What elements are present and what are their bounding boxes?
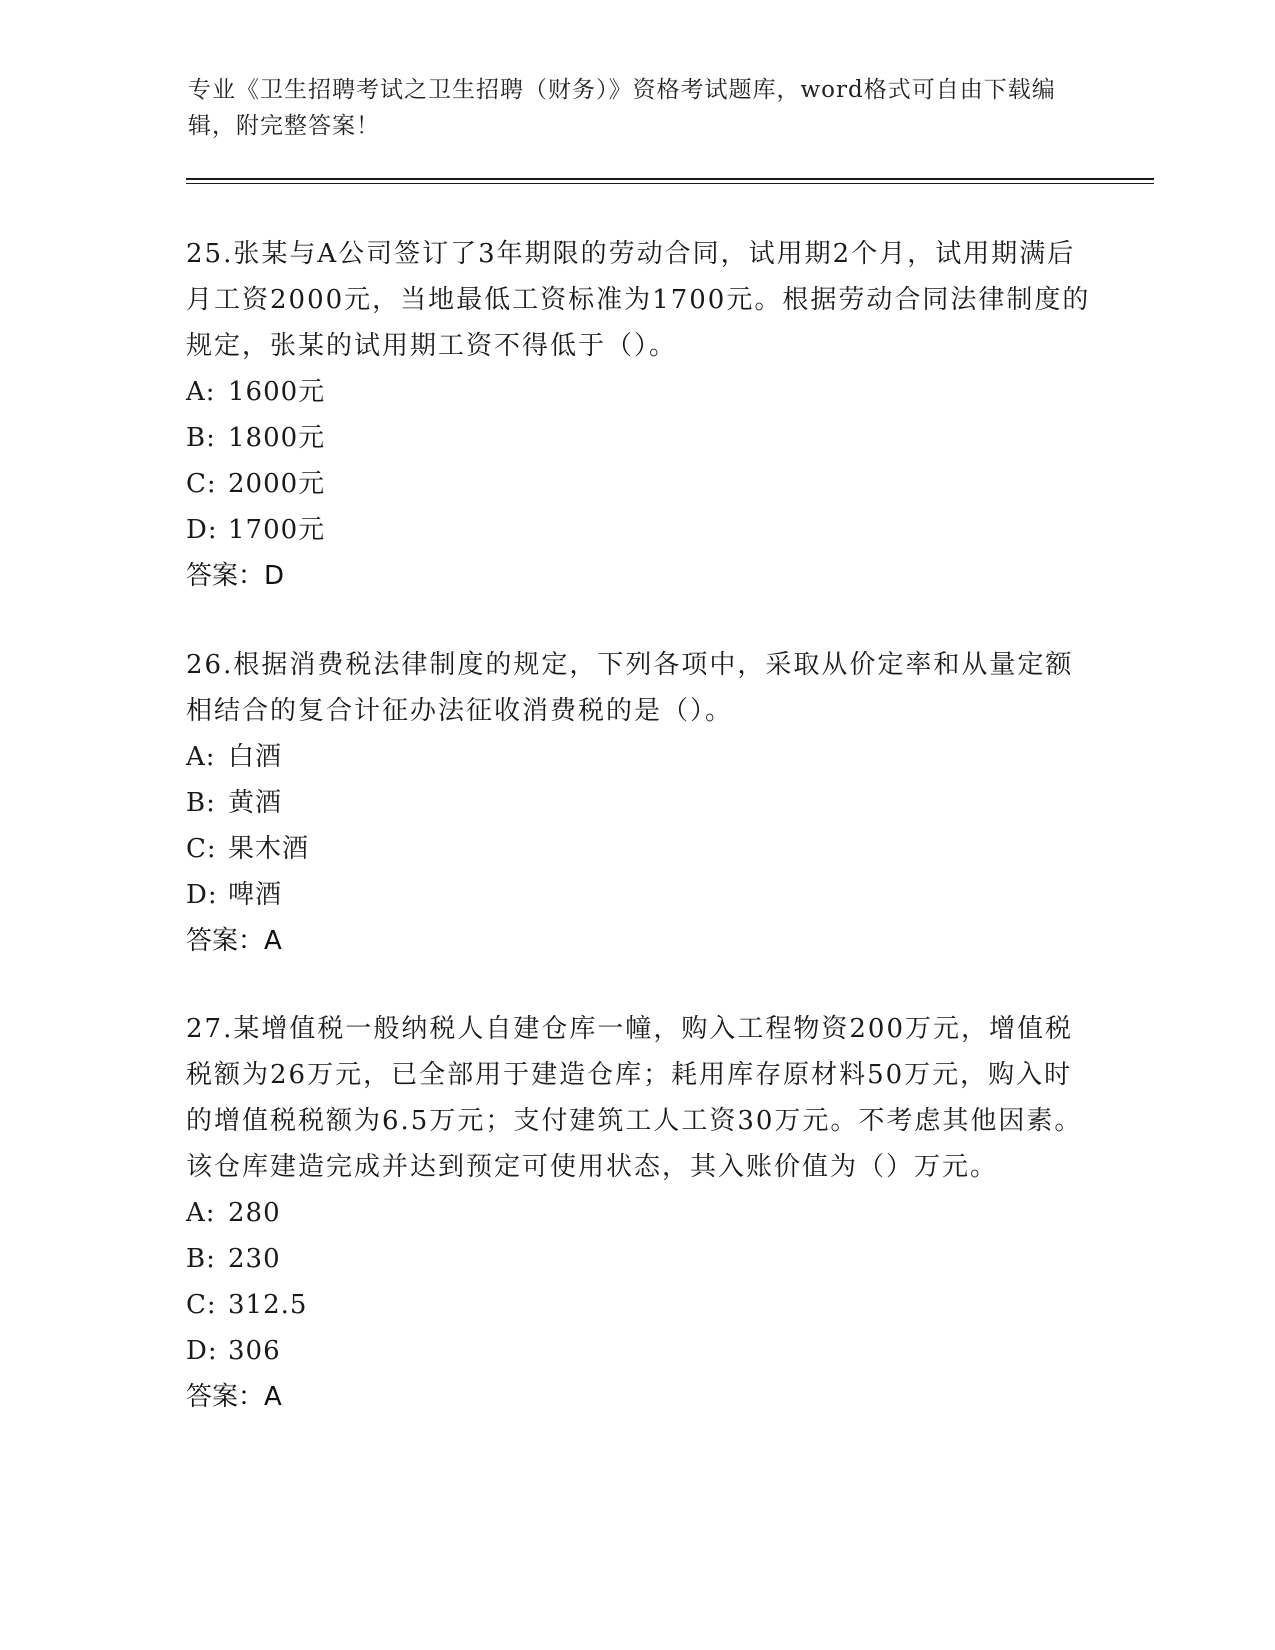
- option-letter: C:: [186, 469, 217, 499]
- question-body: 根据消费税法律制度的规定，下列各项中，采取从价定率和从量定额相结合的复合计征办法征收消费税的是（）。: [186, 650, 1074, 726]
- option-c: [186, 461, 1096, 507]
- question-text: [186, 642, 1096, 734]
- option-letter: A:: [186, 1198, 216, 1228]
- question-27: [186, 1006, 1096, 1420]
- answer-line: 答案：A: [186, 1382, 282, 1412]
- option-a: [186, 1190, 1096, 1236]
- question-text: [186, 1006, 1096, 1190]
- option-letter: A:: [186, 377, 216, 407]
- option-letter: B:: [186, 788, 216, 818]
- option-text: 312.5: [228, 1290, 308, 1320]
- option-c: [186, 826, 1096, 872]
- option-text: 1700元: [228, 515, 326, 545]
- option-text: 2000元: [228, 469, 326, 499]
- option-letter: D:: [186, 880, 218, 910]
- question-body: 某增值税一般纳税人自建仓库一幢，购入工程物资200万元，增值税税额为26万元，已全部用于建造仓库；耗用库存原材料50万元，购入时的增值税税额为6.5万元；支付建筑工人工资30万元。不考虑其他因素。该仓库建造完成并达到预定可使用状态，其入账价值为（）万元。: [186, 1014, 1083, 1182]
- option-text: 1800元: [228, 423, 326, 453]
- question-number: 27.: [186, 1014, 234, 1044]
- option-text: 啤酒: [228, 880, 283, 910]
- question-25: [186, 231, 1096, 599]
- option-letter: B:: [186, 1244, 216, 1274]
- option-a: [186, 369, 1096, 415]
- option-a: [186, 734, 1096, 780]
- option-text: 230: [228, 1244, 281, 1274]
- option-text: 黄酒: [228, 788, 283, 818]
- option-d: [186, 507, 1096, 553]
- document-header: 专业《卫生招聘考试之卫生招聘（财务）》资格考试题库，word格式可自由下载编辑，附完整答案！: [188, 77, 1056, 139]
- answer-line: 答案：D: [186, 561, 285, 591]
- option-d: [186, 1328, 1096, 1374]
- option-letter: D:: [186, 515, 218, 545]
- option-text: 306: [228, 1336, 281, 1366]
- option-text: 果木酒: [228, 834, 310, 864]
- option-letter: C:: [186, 834, 217, 864]
- option-text: 1600元: [228, 377, 326, 407]
- option-b: [186, 780, 1096, 826]
- option-d: [186, 872, 1096, 918]
- option-c: [186, 1282, 1096, 1328]
- question-26: [186, 642, 1096, 964]
- option-letter: B:: [186, 423, 216, 453]
- option-letter: A:: [186, 742, 216, 772]
- question-number: 25.: [186, 239, 234, 269]
- header-divider: [186, 178, 1154, 184]
- option-b: [186, 415, 1096, 461]
- question-text: [186, 231, 1096, 369]
- option-letter: C:: [186, 1290, 217, 1320]
- option-text: 白酒: [228, 742, 283, 772]
- option-text: 280: [228, 1198, 281, 1228]
- option-b: [186, 1236, 1096, 1282]
- question-number: 26.: [186, 650, 234, 680]
- answer-line: 答案：A: [186, 926, 282, 956]
- option-letter: D:: [186, 1336, 218, 1366]
- question-body: 张某与A公司签订了3年期限的劳动合同，试用期2个月，试用期满后月工资2000元，当地最低工资标准为1700元。根据劳动合同法律制度的规定，张某的试用期工资不得低于（）。: [186, 239, 1091, 361]
